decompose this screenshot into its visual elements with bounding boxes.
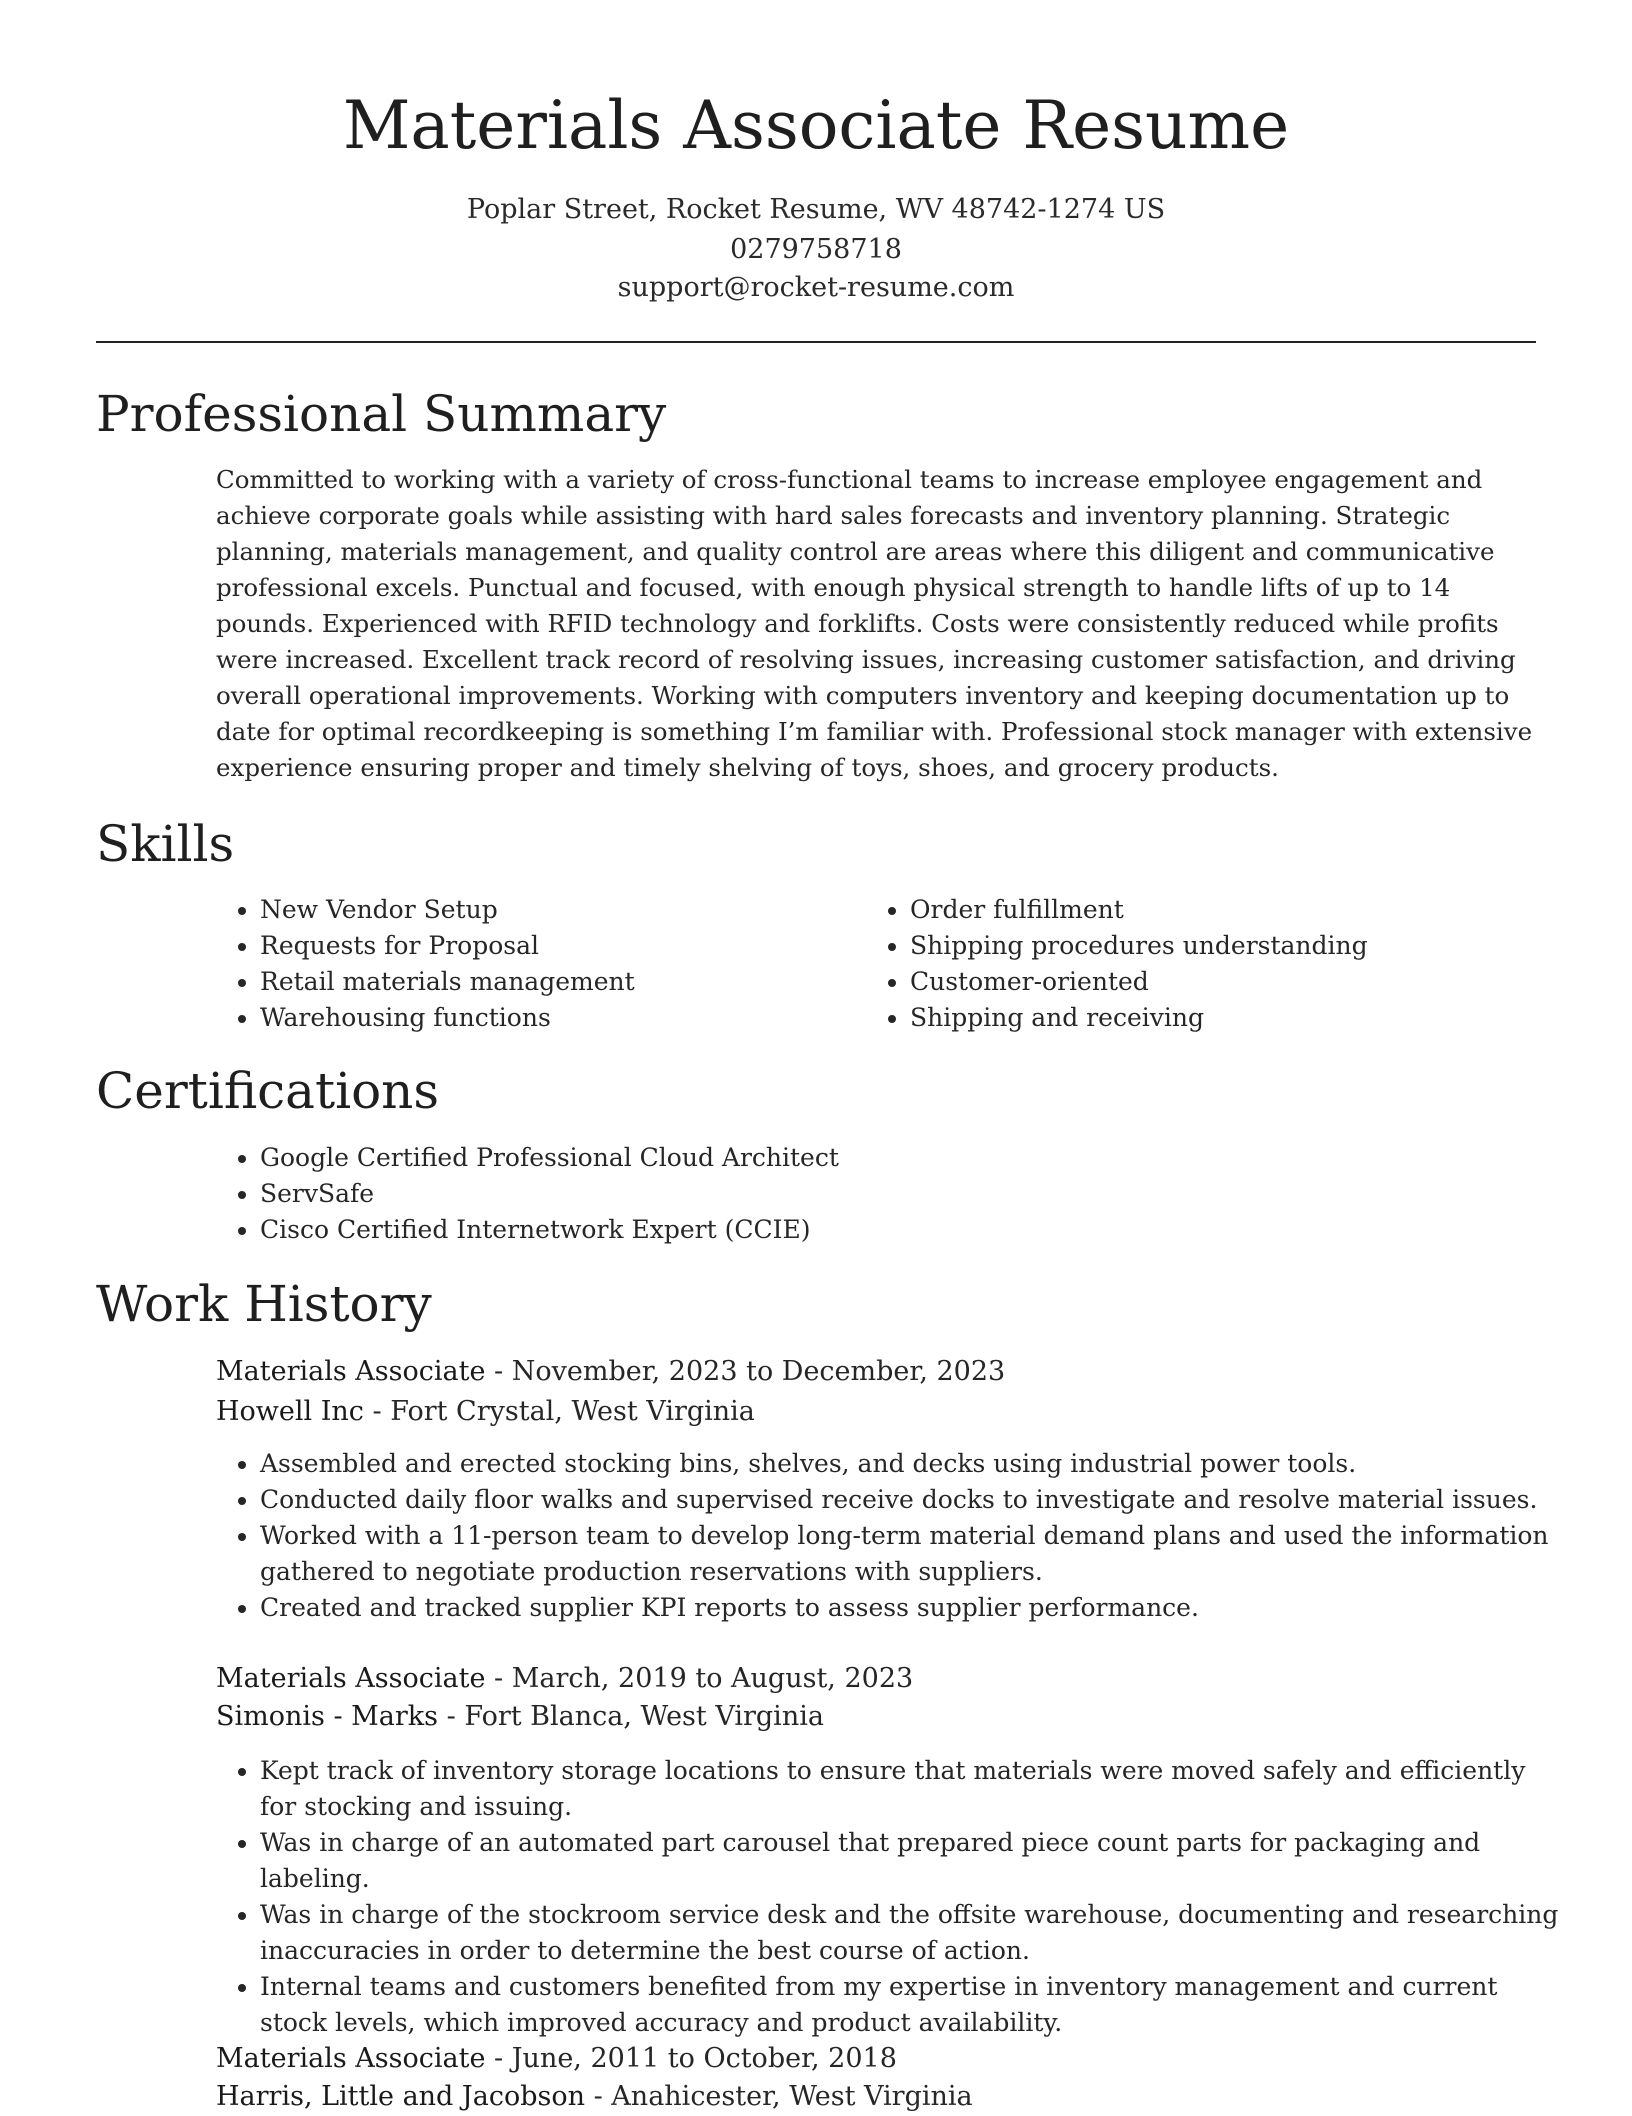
job-bullet: • Conducted daily floor walks and supervised receive docks to investigate and resolve material issues.	[260, 1482, 1560, 1518]
skill-item: • Customer-oriented	[910, 964, 1550, 1000]
certification-item: • Cisco Certified Internetwork Expert (CCIE)	[260, 1212, 1560, 1248]
contact-phone: 0279758718	[730, 234, 902, 265]
header-divider	[96, 341, 1536, 343]
job-location: - Fort Blanca, West Virginia	[438, 1701, 824, 1732]
work-history-heading: Work History	[96, 1275, 432, 1333]
certifications-list	[216, 1140, 1560, 1248]
summary-text: Committed to working with a variety of cross-functional teams to increase employee engagement and achieve corporate goals while assisting with hard sales forecasts and inventory planning. Strategic planning, materials management, and quality control are areas where this diligent and communicative professional excels. Punctual and focused, with enough physical strength to handle lifts of up to 14 pounds. Experienced with RFID technology and forklifts. Costs were consistently reduced while profits were increased. Excellent track record of resolving issues, increasing customer satisfaction, and driving overall operational improvements. Working with computers inventory and keeping documentation up to date for optimal recordkeeping is something I’m familiar with. Professional stock manager with extensive experience ensuring proper and timely shelving of toys, shoes, and grocery products.	[216, 465, 1533, 782]
job-company: Simonis - Marks	[216, 1701, 439, 1732]
job-company-line	[216, 2078, 973, 2116]
contact-email: support@rocket-resume.com	[617, 272, 1015, 303]
resume-title: Materials Associate Resume	[342, 87, 1290, 164]
job-title-line	[216, 1353, 1005, 1391]
skills-list-right	[866, 892, 1550, 1036]
job-title: Materials Associate	[216, 2043, 486, 2074]
job-company: Howell Inc	[216, 1396, 364, 1427]
job-bullet: • Created and tracked supplier KPI reports to assess supplier performance.	[260, 1590, 1560, 1626]
skills-heading: Skills	[96, 815, 235, 873]
skill-item: • Shipping procedures understanding	[910, 928, 1550, 964]
job-title-line	[216, 2040, 897, 2078]
job-bullet: • Internal teams and customers benefited from my expertise in inventory management and current stock levels, which improved accuracy and product availability.	[260, 1969, 1560, 2041]
job-location: - Fort Crystal, West Virginia	[363, 1396, 755, 1427]
job-bullet: • Assembled and erected stocking bins, shelves, and decks using industrial power tools.	[260, 1446, 1560, 1482]
job-bullet: • Was in charge of the stockroom service desk and the offsite warehouse, documenting and researching inaccuracies in order to determine the best course of action.	[260, 1897, 1560, 1969]
skills-list-left	[216, 892, 860, 1036]
certification-item: • ServSafe	[260, 1176, 1560, 1212]
summary-heading: Professional Summary	[96, 385, 667, 443]
job-title-line	[216, 1660, 913, 1698]
job-bullets	[216, 1446, 1560, 1626]
job-title: Materials Associate	[216, 1356, 486, 1387]
skill-item: • Requests for Proposal	[260, 928, 860, 964]
skill-item: • Retail materials management	[260, 964, 860, 1000]
job-title: Materials Associate	[216, 1663, 486, 1694]
skill-item: • New Vendor Setup	[260, 892, 860, 928]
job-company-line	[216, 1698, 824, 1736]
job-location: - Anahicester, West Virginia	[585, 2081, 973, 2112]
job-bullet: • Worked with a 11-person team to develop long-term material demand plans and used the information gathered to negotiate production reservations with suppliers.	[260, 1518, 1560, 1590]
job-dates: - March, 2019 to August, 2023	[485, 1663, 914, 1694]
job-bullet: • Kept track of inventory storage locations to ensure that materials were moved safely and efficiently for stocking and issuing.	[260, 1753, 1560, 1825]
job-dates: - November, 2023 to December, 2023	[485, 1356, 1006, 1387]
skill-item: • Order fulfillment	[910, 892, 1550, 928]
certifications-heading: Certifications	[96, 1062, 440, 1120]
contact-address: Poplar Street, Rocket Resume, WV 48742-1274 US	[466, 194, 1166, 225]
skill-item: • Warehousing functions	[260, 1000, 860, 1036]
certification-item: • Google Certified Professional Cloud Architect	[260, 1140, 1560, 1176]
job-company: Harris, Little and Jacobson	[216, 2081, 586, 2112]
job-bullet: • Was in charge of an automated part carousel that prepared piece count parts for packaging and labeling.	[260, 1825, 1560, 1897]
skill-item: • Shipping and receiving	[910, 1000, 1550, 1036]
job-company-line	[216, 1393, 755, 1431]
job-bullets	[216, 1753, 1560, 2041]
job-dates: - June, 2011 to October, 2018	[485, 2043, 897, 2074]
